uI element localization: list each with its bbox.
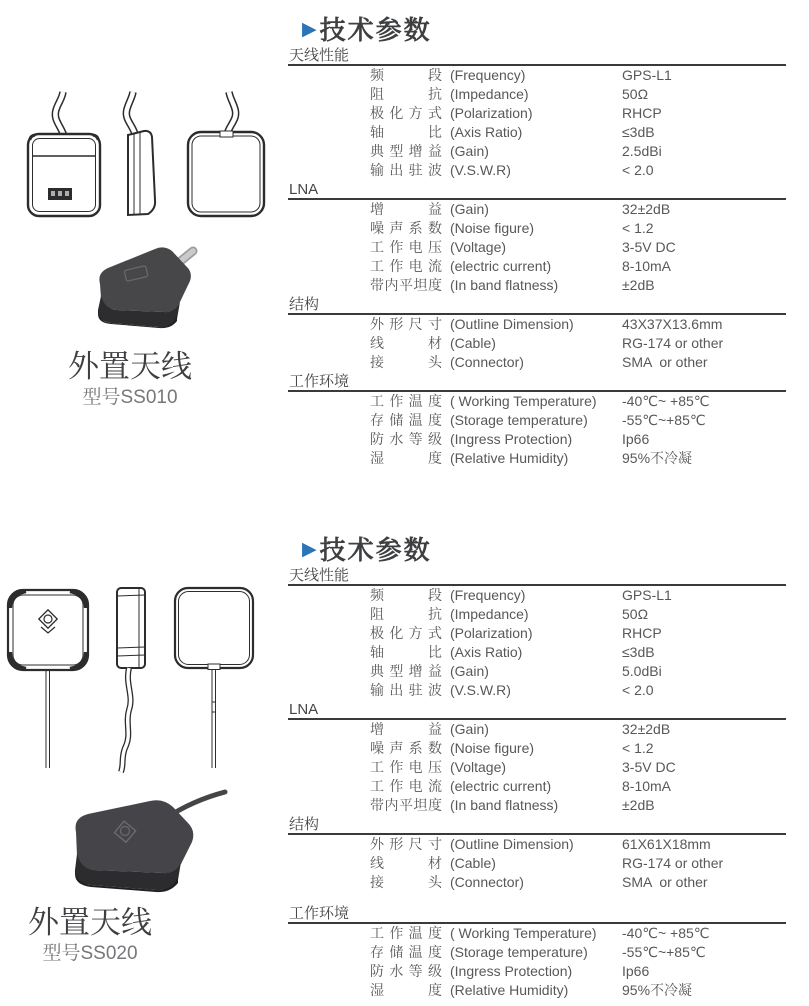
spec-row (288, 962, 786, 981)
spec-row (288, 758, 786, 777)
spec-value: 95%不冷凝 (622, 982, 693, 998)
product-model: 型号SS020 (42, 943, 138, 964)
spec-row (288, 449, 786, 468)
spec-value: 32±2dB (622, 721, 671, 737)
arrow-marker-icon: ▶ (302, 19, 317, 40)
spec-value: 95%不冷凝 (622, 450, 693, 466)
spec-row (288, 276, 786, 295)
spec-label-cn: 工作电压 (370, 239, 442, 255)
spec-label-en: (Noise figure) (450, 740, 535, 756)
spec-value: SMA or other (622, 874, 708, 890)
spec-label-en: (Storage temperature) (450, 944, 588, 960)
product-name: 外置天线 (68, 349, 192, 384)
spec-label-en: (Cable) (450, 335, 496, 351)
spec-value: < 1.2 (622, 740, 654, 756)
spec-label-cn: 工作电流 (370, 778, 442, 794)
spec-label-en: (Impedance) (450, 606, 529, 622)
spec-label-cn: 频段 (370, 587, 442, 603)
spec-label-cn: 带内平坦度 (370, 797, 442, 813)
spec-label-cn: 外形尺寸 (370, 316, 442, 332)
spec-label-en: (electric current) (450, 258, 552, 274)
spec-label-en: (Polarization) (450, 105, 533, 121)
spec-label-en: (Relative Humidity) (450, 982, 569, 998)
spec-table-ss020 (288, 534, 786, 1000)
spec-group-lna (288, 182, 786, 295)
spec-value: -40℃~ +85℃ (622, 925, 710, 941)
spec-label-en: (Outline Dimension) (450, 316, 574, 332)
spec-label-cn: 阻抗 (370, 86, 442, 102)
spec-label-cn: 带内平坦度 (370, 277, 442, 293)
spec-value: 50Ω (622, 606, 649, 622)
spec-row (288, 605, 786, 624)
spec-row (288, 257, 786, 276)
spec-group-structure (288, 297, 786, 372)
spec-value: < 2.0 (622, 682, 654, 698)
spec-row (288, 681, 786, 700)
spec-label-en: (Gain) (450, 721, 489, 737)
spec-group-title: LNA (288, 182, 786, 200)
arrow-marker-icon: ▶ (302, 539, 317, 560)
product-name: 外置天线 (28, 905, 152, 940)
spec-group-title: 结构 (288, 817, 786, 835)
spec-value: 61X61X18mm (622, 836, 711, 852)
spec-row (288, 981, 786, 1000)
spec-value: 5.0dBi (622, 663, 662, 679)
spec-row (288, 85, 786, 104)
spec-value: ±2dB (622, 797, 655, 813)
spec-label-en: (Cable) (450, 855, 496, 871)
spec-row (288, 854, 786, 873)
spec-label-cn: 典型增益 (370, 663, 442, 679)
spec-label-en: (Relative Humidity) (450, 450, 569, 466)
spec-value: SMA or other (622, 354, 708, 370)
spec-value: Ip66 (622, 963, 650, 979)
spec-value: 3-5V DC (622, 759, 676, 775)
spec-label-en: (Polarization) (450, 625, 533, 641)
spec-row (288, 219, 786, 238)
spec-label-en: (Connector) (450, 354, 524, 370)
spec-row (288, 720, 786, 739)
spec-label-en: (In band flatness) (450, 797, 559, 813)
spec-value: 8-10mA (622, 258, 672, 274)
spec-table-ss010 (288, 14, 786, 468)
spec-label-en: (In band flatness) (450, 277, 559, 293)
spec-label-en: (V.S.W.R) (450, 162, 511, 178)
spec-group-title: 天线性能 (288, 48, 786, 66)
antenna-ss020-photo (48, 786, 228, 908)
spec-label-cn: 频段 (370, 67, 442, 83)
spec-group-antenna-performance (288, 568, 786, 700)
spec-label-en: (Ingress Protection) (450, 963, 573, 979)
spec-group-working-environment (288, 906, 786, 1000)
spec-label-en: (Impedance) (450, 86, 529, 102)
spec-row (288, 66, 786, 85)
spec-label-en: (Gain) (450, 201, 489, 217)
spec-label-en: (Axis Ratio) (450, 124, 523, 140)
spec-group-structure (288, 817, 786, 892)
spec-value: RG-174 or other (622, 335, 724, 351)
spec-section-title (302, 534, 786, 566)
spec-row (288, 739, 786, 758)
spec-label-cn: 极化方式 (370, 105, 442, 121)
spec-label-en: (Voltage) (450, 759, 507, 775)
spec-value: 2.5dBi (622, 143, 662, 159)
spec-title-text: 技术参数 (319, 535, 432, 565)
spec-value: < 2.0 (622, 162, 654, 178)
spec-row (288, 643, 786, 662)
spec-title-text: 技术参数 (319, 15, 432, 45)
spec-label-cn: 接头 (370, 354, 442, 370)
spec-label-cn: 湿度 (370, 450, 442, 466)
spec-row (288, 430, 786, 449)
spec-label-cn: 噪声系数 (370, 220, 442, 236)
spec-value: 8-10mA (622, 778, 672, 794)
spec-row (288, 238, 786, 257)
antenna-ss010-line-drawings (20, 88, 270, 228)
spec-value: 50Ω (622, 86, 649, 102)
spec-row (288, 392, 786, 411)
spec-label-en: ( Working Temperature) (450, 925, 597, 941)
spec-value: RHCP (622, 105, 662, 121)
spec-value: -40℃~ +85℃ (622, 393, 710, 409)
spec-label-en: (electric current) (450, 778, 552, 794)
spec-row (288, 334, 786, 353)
spec-label-cn: 防水等级 (370, 963, 442, 979)
spec-row (288, 104, 786, 123)
spec-label-cn: 防水等级 (370, 431, 442, 447)
spec-label-cn: 存储温度 (370, 944, 442, 960)
spec-label-en: (Axis Ratio) (450, 644, 523, 660)
spec-label-en: (Noise figure) (450, 220, 535, 236)
spec-value: -55℃~+85℃ (622, 944, 706, 960)
spec-row (288, 142, 786, 161)
spec-section-title (302, 14, 786, 46)
spec-label-cn: 工作温度 (370, 393, 442, 409)
product-label-ss020 (5, 906, 175, 965)
spec-label-cn: 外形尺寸 (370, 836, 442, 852)
spec-row (288, 200, 786, 219)
spec-label-cn: 轴比 (370, 124, 442, 140)
spec-row (288, 161, 786, 180)
spec-value: RG-174 or other (622, 855, 724, 871)
spec-label-en: (Storage temperature) (450, 412, 588, 428)
spec-value: Ip66 (622, 431, 650, 447)
spec-row (288, 411, 786, 430)
spec-label-en: (Outline Dimension) (450, 836, 574, 852)
spec-group-working-environment (288, 374, 786, 468)
spec-row (288, 777, 786, 796)
spec-label-cn: 增益 (370, 721, 442, 737)
spec-row (288, 586, 786, 605)
spec-label-en: (Connector) (450, 874, 524, 890)
spec-group-antenna-performance (288, 48, 786, 180)
spec-row (288, 662, 786, 681)
spec-label-en: (Voltage) (450, 239, 507, 255)
antenna-ss020-line-drawings (3, 582, 258, 774)
spec-label-cn: 接头 (370, 874, 442, 890)
spec-value: ±2dB (622, 277, 655, 293)
spec-row (288, 943, 786, 962)
spec-value: GPS-L1 (622, 67, 672, 83)
spec-value: < 1.2 (622, 220, 654, 236)
spec-value: 32±2dB (622, 201, 671, 217)
spec-label-cn: 工作温度 (370, 925, 442, 941)
spec-row (288, 123, 786, 142)
spec-label-en: (Gain) (450, 663, 489, 679)
spec-label-cn: 典型增益 (370, 143, 442, 159)
spec-group-title: 结构 (288, 297, 786, 315)
spec-row (288, 835, 786, 854)
spec-value: ≤3dB (622, 644, 655, 660)
spec-value: RHCP (622, 625, 662, 641)
spec-label-en: (Ingress Protection) (450, 431, 573, 447)
spec-value: 43X37X13.6mm (622, 316, 723, 332)
spec-label-cn: 线材 (370, 335, 442, 351)
spec-label-cn: 极化方式 (370, 625, 442, 641)
spec-label-cn: 输出驻波 (370, 682, 442, 698)
spec-label-en: (V.S.W.R) (450, 682, 511, 698)
spec-value: 3-5V DC (622, 239, 676, 255)
spec-label-cn: 湿度 (370, 982, 442, 998)
spec-label-en: (Frequency) (450, 587, 526, 603)
spec-group-lna (288, 702, 786, 815)
spec-row (288, 315, 786, 334)
spec-value: -55℃~+85℃ (622, 412, 706, 428)
spec-row (288, 924, 786, 943)
spec-row (288, 353, 786, 372)
spec-label-en: (Gain) (450, 143, 489, 159)
spec-label-cn: 输出驻波 (370, 162, 442, 178)
antenna-ss010-photo (85, 238, 200, 334)
spec-group-title: 工作环境 (288, 374, 786, 392)
spec-label-en: ( Working Temperature) (450, 393, 597, 409)
spec-value: ≤3dB (622, 124, 655, 140)
product-model: 型号SS010 (82, 387, 178, 408)
spec-group-title: LNA (288, 702, 786, 720)
spec-label-cn: 存储温度 (370, 412, 442, 428)
spec-row (288, 796, 786, 815)
spec-label-cn: 工作电流 (370, 258, 442, 274)
spec-label-cn: 线材 (370, 855, 442, 871)
product-label-ss010 (40, 350, 220, 409)
spec-label-cn: 工作电压 (370, 759, 442, 775)
spec-label-cn: 增益 (370, 201, 442, 217)
spec-label-cn: 阻抗 (370, 606, 442, 622)
spec-group-title: 工作环境 (288, 906, 786, 924)
spec-label-en: (Frequency) (450, 67, 526, 83)
spec-label-cn: 噪声系数 (370, 740, 442, 756)
spec-row (288, 873, 786, 892)
spec-group-title: 天线性能 (288, 568, 786, 586)
spec-value: GPS-L1 (622, 587, 672, 603)
spec-row (288, 624, 786, 643)
spec-label-cn: 轴比 (370, 644, 442, 660)
